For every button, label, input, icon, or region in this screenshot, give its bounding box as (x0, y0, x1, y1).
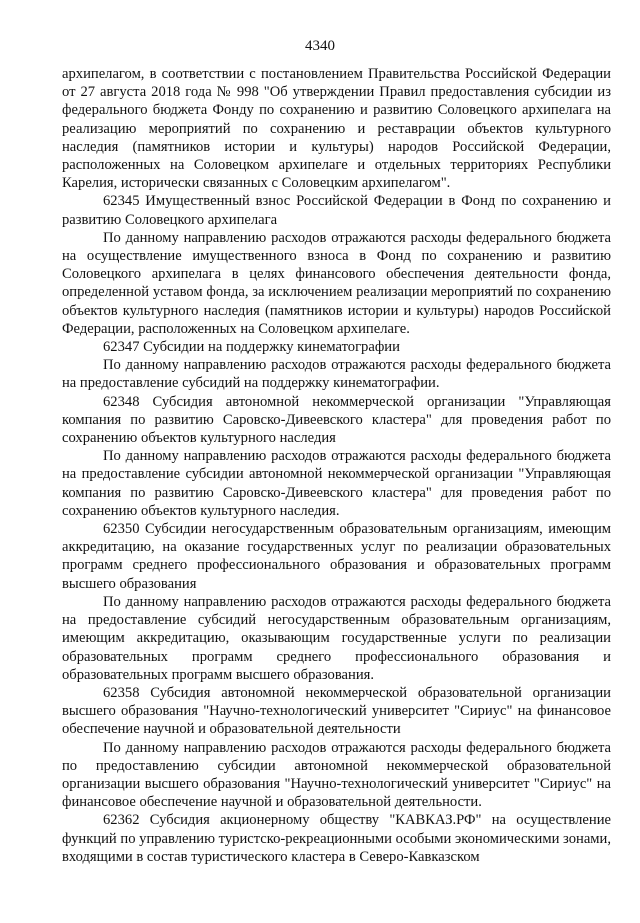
paragraph-62358-description: По данному направлению расходов отражаются расходы федерального бюджета по предоставлению субсидии автономной некоммерческой образовательной организации высшего образования "Научно-технологический университет "Сириус" на финансовое обеспечение научной и образовательной деятельности. (62, 739, 611, 811)
heading-62358: 62358 Субсидия автономной некоммерческой образовательной организации высшего образования "Научно-технологический университет "Сириус" на финансовое обеспечение научной и образовательной деятельности (62, 684, 611, 738)
paragraph-62347-description: По данному направлению расходов отражаются расходы федерального бюджета на предоставление субсидий на поддержку кинематографии. (62, 357, 611, 392)
paragraph-62348-description: По данному направлению расходов отражаются расходы федерального бюджета на предоставление субсидии автономной некоммерческой организации "Управляющая компания по развитию Саровско-Дивеевского кластера" для проведения работ по сохранению объектов культурного наследия. (62, 448, 611, 519)
document-body (62, 65, 611, 866)
paragraph-continuation: архипелагом, в соответствии с постановлением Правительства Российской Федерации от 27 августа 2018 года № 998 "Об утверждении Правил предоставления субсидии из федерального бюджета Фонду по сохранению и развитию Соловецкого архипелага на реализацию мероприятий по сохранению и реставрации объектов культурного наследия (памятников истории и культуры) народов Российской Федерации, расположенных на Соловецком архипелаге и отдельных территориях Республики Карелия, исторически связанных с Соловецким архипелагом". (62, 66, 611, 192)
paragraph-62345-description: По данному направлению расходов отражаются расходы федерального бюджета на осуществление имущественного взноса в Фонд по сохранению и развитию Соловецкого архипелага в целях финансового обеспечения деятельности фонда, определенной уставом фонда, за исключением реализации мероприятий по сохранению объектов культурного наследия (памятников истории и культуры) народов Российской Федерации, расположенных на Соловецком архипелаге. (62, 229, 611, 337)
heading-62345: 62345 Имущественный взнос Российской Федерации в Фонд по сохранению и развитию Соловецкого архипелага (62, 193, 611, 228)
heading-62348: 62348 Субсидия автономной некоммерческой организации "Управляющая компания по развитию Саровско-Дивеевского кластера" для проведения работ по сохранению объектов культурного наследия (62, 393, 611, 447)
heading-62347: 62347 Субсидии на поддержку кинематографии (103, 339, 400, 356)
paragraph-62350-description: По данному направлению расходов отражаются расходы федерального бюджета на предоставление субсидий негосударственным образовательным организациям, имеющим аккредитацию, оказывающим государственные услуги по реализации образовательных программ среднего профессионального образования и образовательных программ высшего образования. (62, 593, 611, 683)
heading-62362: 62362 Субсидия акционерному обществу "КАВКАЗ.РФ" на осуществление функций по управлению туристско-рекреационными особыми экономическими зонами, входящими в состав туристического кластера в Северо-Кавказском (62, 812, 611, 865)
page-number: 4340 (305, 38, 335, 54)
heading-62350: 62350 Субсидии негосударственным образовательным организациям, имеющим аккредитацию, на оказание государственных услуг по реализации образовательных программ среднего профессионального образования и образовательных программ высшего образования (62, 521, 611, 592)
